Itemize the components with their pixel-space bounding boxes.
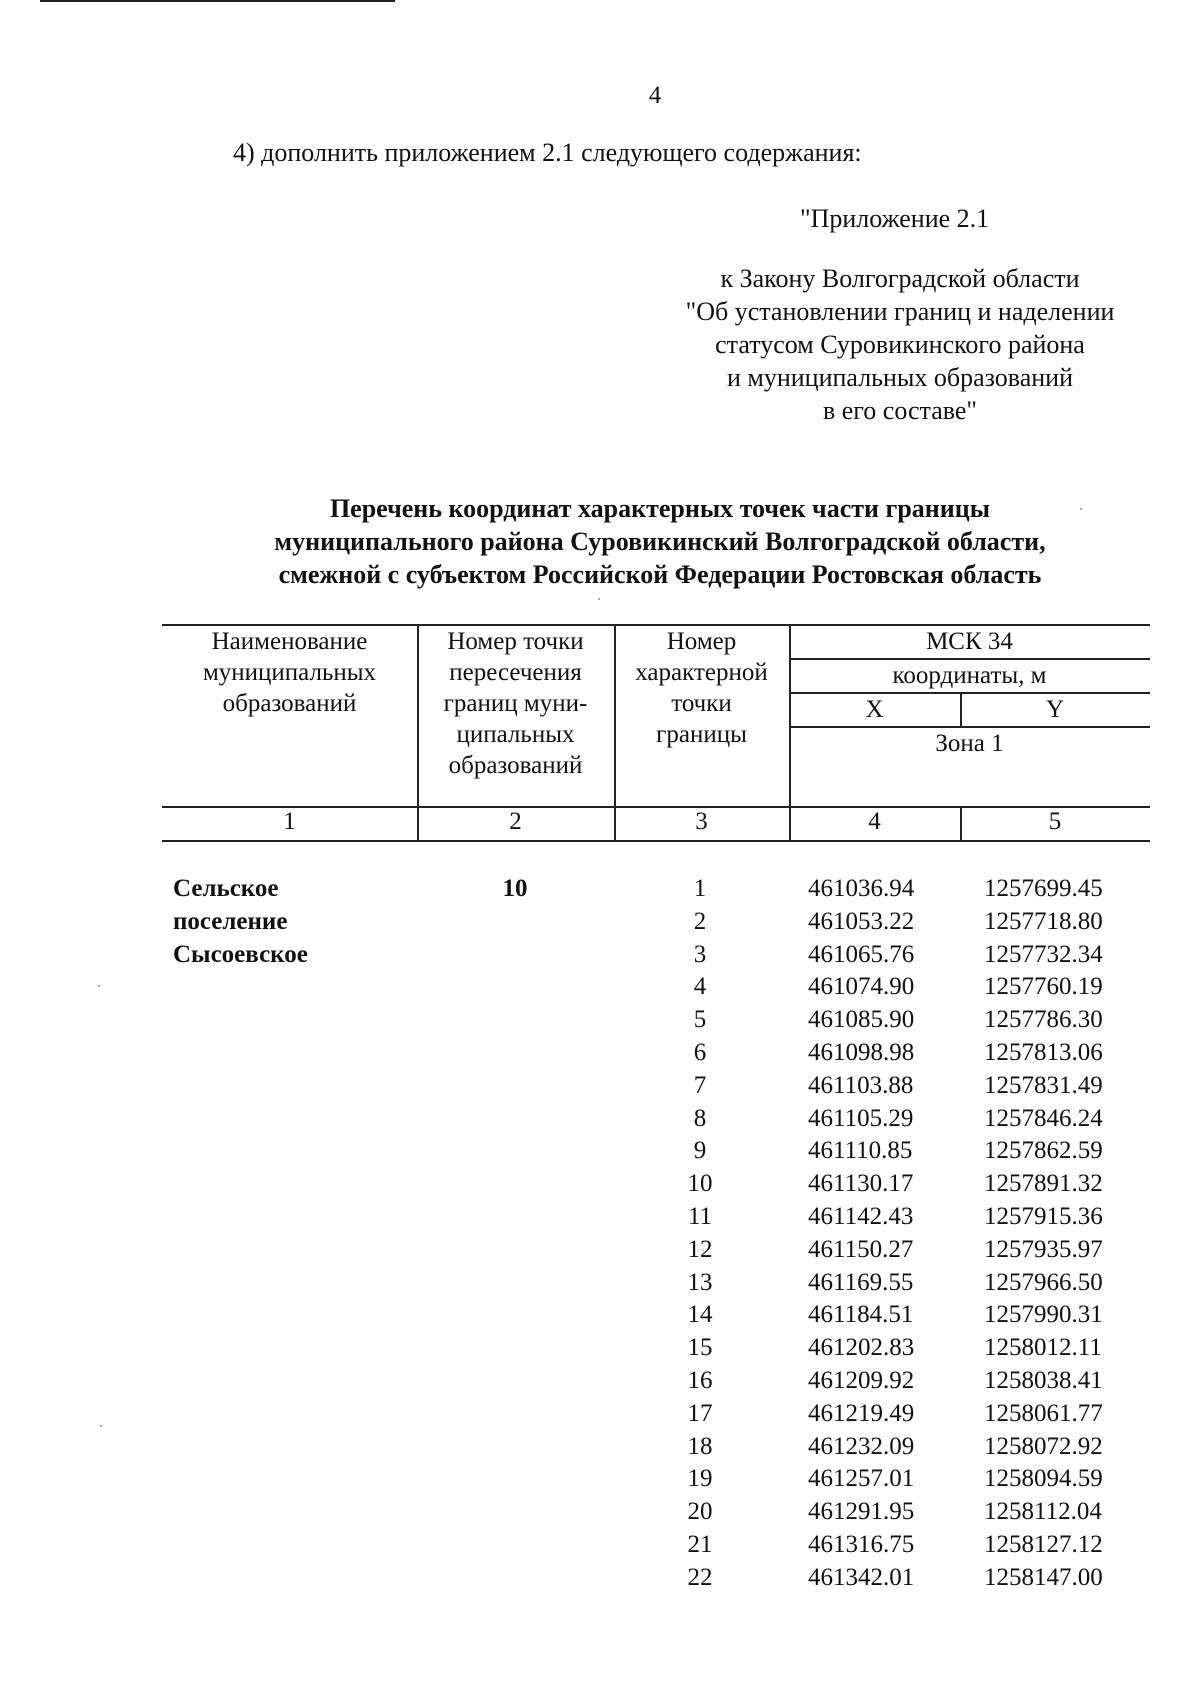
coord-x: 461053.22 [808, 907, 915, 935]
coord-x: 461232.09 [808, 1432, 915, 1460]
title-line: Перечень координат характерных точек части границы [329, 494, 991, 523]
coord-x: 461110.85 [808, 1137, 913, 1165]
coord-y: 1257760.19 [984, 973, 1103, 1001]
column-number: 3 [695, 808, 708, 835]
coord-x: 461105.29 [808, 1104, 914, 1132]
numbers-bottom-border [162, 840, 1150, 842]
coord-y: 1257718.80 [984, 907, 1103, 935]
title-line: смежной с субъектом Российской Федерации Ростовская область [278, 560, 1042, 589]
point-number: 17 [687, 1399, 713, 1427]
coord-y: 1257862.59 [984, 1137, 1103, 1165]
header-municipality: Наименование муниципальных образований [202, 628, 377, 717]
coord-x: 461291.95 [808, 1498, 915, 1526]
scan-speck [98, 985, 100, 987]
coord-x: 461142.43 [808, 1203, 914, 1230]
coord-x: 461103.88 [808, 1071, 914, 1099]
coord-y: 1257813.06 [984, 1039, 1103, 1066]
coord-x: 461036.94 [808, 875, 915, 902]
point-number: 1 [693, 875, 707, 902]
scan-edge-line [40, 0, 395, 2]
title-line: муниципального района Суровикинский Волгоградской области, [274, 527, 1046, 556]
coord-y: 1257732.34 [984, 940, 1103, 968]
point-number: 3 [693, 940, 707, 968]
column-number: 4 [868, 808, 881, 835]
coord-x: 461130.17 [808, 1170, 914, 1198]
coord-y: 1257786.30 [984, 1006, 1103, 1034]
point-number: 5 [693, 1006, 707, 1034]
coord-y: 1258112.04 [984, 1498, 1102, 1526]
coord-y: 1258072.92 [984, 1432, 1103, 1460]
scan-speck [100, 1425, 102, 1427]
appendix-line: к Закону Волгоградской области [720, 264, 1080, 293]
intro-paragraph: 4) дополнить приложением 2.1 следующего содержания: [233, 138, 862, 167]
point-number: 8 [693, 1104, 707, 1132]
point-number: 6 [693, 1039, 707, 1066]
coord-x: 461202.83 [808, 1334, 915, 1362]
header-boundary-point: Номер характерной точки границы [635, 628, 768, 748]
point-number: 11 [687, 1203, 713, 1230]
coord-y: 1257935.97 [984, 1235, 1103, 1263]
coord-y: 1258012.11 [984, 1334, 1102, 1362]
coord-x: 461085.90 [808, 1006, 915, 1034]
coord-y: 1258061.77 [984, 1399, 1103, 1427]
coord-x: 461098.98 [808, 1039, 915, 1066]
appendix-title: "Приложение 2.1 [800, 204, 990, 233]
coord-y: 1257831.49 [984, 1071, 1103, 1099]
point-number: 12 [687, 1235, 713, 1263]
scan-speck [598, 598, 600, 600]
header-intersection-point: Номер точки пересечения границ муни- ципальных образований [443, 628, 588, 779]
coord-x: 461209.92 [808, 1367, 915, 1394]
column-number: 1 [283, 808, 296, 835]
point-number: 16 [687, 1367, 713, 1394]
header-zone: Зона 1 [935, 730, 1004, 757]
point-number: 20 [687, 1498, 713, 1526]
header-x: X [865, 696, 884, 723]
coord-y: 1258147.00 [984, 1563, 1103, 1591]
point-number: 9 [693, 1137, 707, 1165]
coord-x: 461257.01 [808, 1465, 915, 1493]
coord-y: 1258127.12 [984, 1531, 1103, 1558]
coord-y: 1257891.32 [984, 1170, 1103, 1198]
coord-x: 461150.27 [808, 1235, 914, 1263]
point-number: 2 [693, 907, 707, 935]
coord-x: 461316.75 [808, 1531, 915, 1558]
point-number: 19 [687, 1465, 713, 1493]
point-number: 10 [687, 1170, 713, 1198]
coord-x: 461065.76 [808, 940, 915, 968]
header-y: Y [1045, 696, 1065, 723]
coord-y: 1257846.24 [984, 1104, 1103, 1132]
coord-y: 1257966.50 [984, 1268, 1103, 1296]
coord-y: 1257699.45 [984, 875, 1103, 902]
point-number: 22 [687, 1563, 713, 1591]
point-number: 13 [687, 1268, 713, 1296]
appendix-line: и муниципальных образований [726, 363, 1074, 392]
coord-y: 1258038.41 [984, 1367, 1103, 1394]
header-msk: МСК 34 [926, 628, 1013, 655]
scan-speck [1080, 508, 1082, 510]
column-number: 2 [509, 808, 522, 835]
column-number: 5 [1048, 808, 1062, 835]
coord-x: 461074.90 [808, 973, 915, 1001]
intersection-point-number: 10 [502, 875, 528, 902]
appendix-reference [660, 262, 1140, 427]
appendix-line: в его составе" [822, 396, 978, 425]
point-number: 4 [693, 973, 707, 1001]
header-coordinates: координаты, м [892, 662, 1047, 689]
point-number: 21 [687, 1531, 713, 1558]
point-number: 7 [693, 1071, 707, 1099]
point-number: 14 [687, 1301, 713, 1329]
appendix-line: статусом Суровикинского района [715, 330, 1085, 359]
page-number: 4 [648, 82, 662, 109]
coord-y: 1258094.59 [984, 1465, 1103, 1493]
coord-y: 1257915.36 [984, 1203, 1103, 1230]
appendix-line: "Об установлении границ и наделении [685, 297, 1115, 326]
coord-x: 461342.01 [808, 1563, 915, 1591]
point-number: 18 [687, 1432, 713, 1460]
point-number: 15 [687, 1334, 713, 1362]
municipality-name: Сельское поселение Сысоевское [173, 875, 308, 968]
coord-x: 461184.51 [808, 1301, 914, 1329]
document-title [160, 492, 1160, 591]
coord-x: 461219.49 [808, 1399, 915, 1427]
coord-x: 461169.55 [808, 1268, 914, 1296]
coord-y: 1257990.31 [984, 1301, 1103, 1329]
